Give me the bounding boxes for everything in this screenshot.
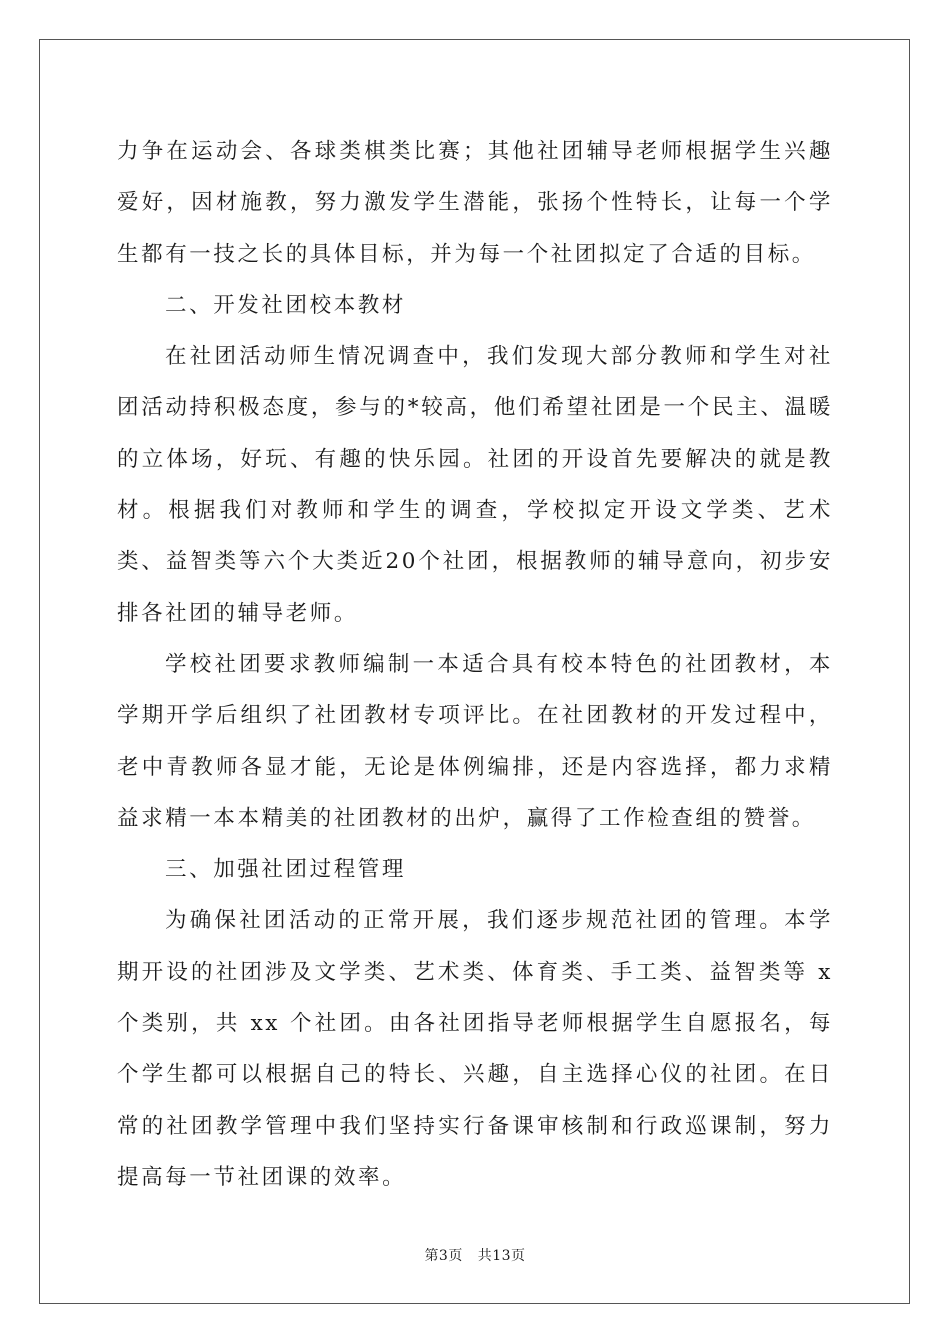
page-total: 共13页 xyxy=(477,1248,526,1264)
page-number: 第3页 xyxy=(424,1248,463,1264)
paragraph-continuation: 力争在运动会、各球类棋类比赛；其他社团辅导老师根据学生兴趣爱好，因材施教，努力激发学生潜能，张扬个性特长，让每一个学生都有一技之长的具体目标，并为每一个社团拟定了合适的目标。 xyxy=(117,139,833,267)
section-heading-3: 三、加强社团过程管理 xyxy=(165,857,407,883)
page-footer xyxy=(0,1247,950,1265)
paragraph-survey: 在社团活动师生情况调查中，我们发现大部分教师和学生对社团活动持积极态度，参与的*较高，他们希望社团是一个民主、温暖的立体场，好玩、有趣的快乐园。社团的开设首先要解决的就是教材。根据我们对教师和学生的调查，学校拟定开设文学类、艺术类、益智类等六个大类近20个社团，根据教师的辅导意向，初步安排各社团的辅导老师。 xyxy=(117,344,833,626)
section-heading-2: 二、开发社团校本教材 xyxy=(165,292,407,318)
paragraph-textbook: 学校社团要求教师编制一本适合具有校本特色的社团教材，本学期开学后组织了社团教材专项评比。在社团教材的开发过程中，老中青教师各显才能，无论是体例编排，还是内容选择，都力求精益求精一本本精美的社团教材的出炉，赢得了工作检查组的赞誉。 xyxy=(117,651,833,831)
paragraph-management: 为确保社团活动的正常开展，我们逐步规范社团的管理。本学期开设的社团涉及文学类、艺术类、体育类、手工类、益智类等 x 个类别，共 xx 个社团。由各社团指导老师根据学生自愿报名，每个学生都可以根据自己的特长、兴趣，自主选择心仪的社团。在日常的社团教学管理中我们坚持实行备课审核制和行政巡课制，努力提高每一节社团课的效率。 xyxy=(117,908,833,1190)
document-body xyxy=(117,126,833,1203)
